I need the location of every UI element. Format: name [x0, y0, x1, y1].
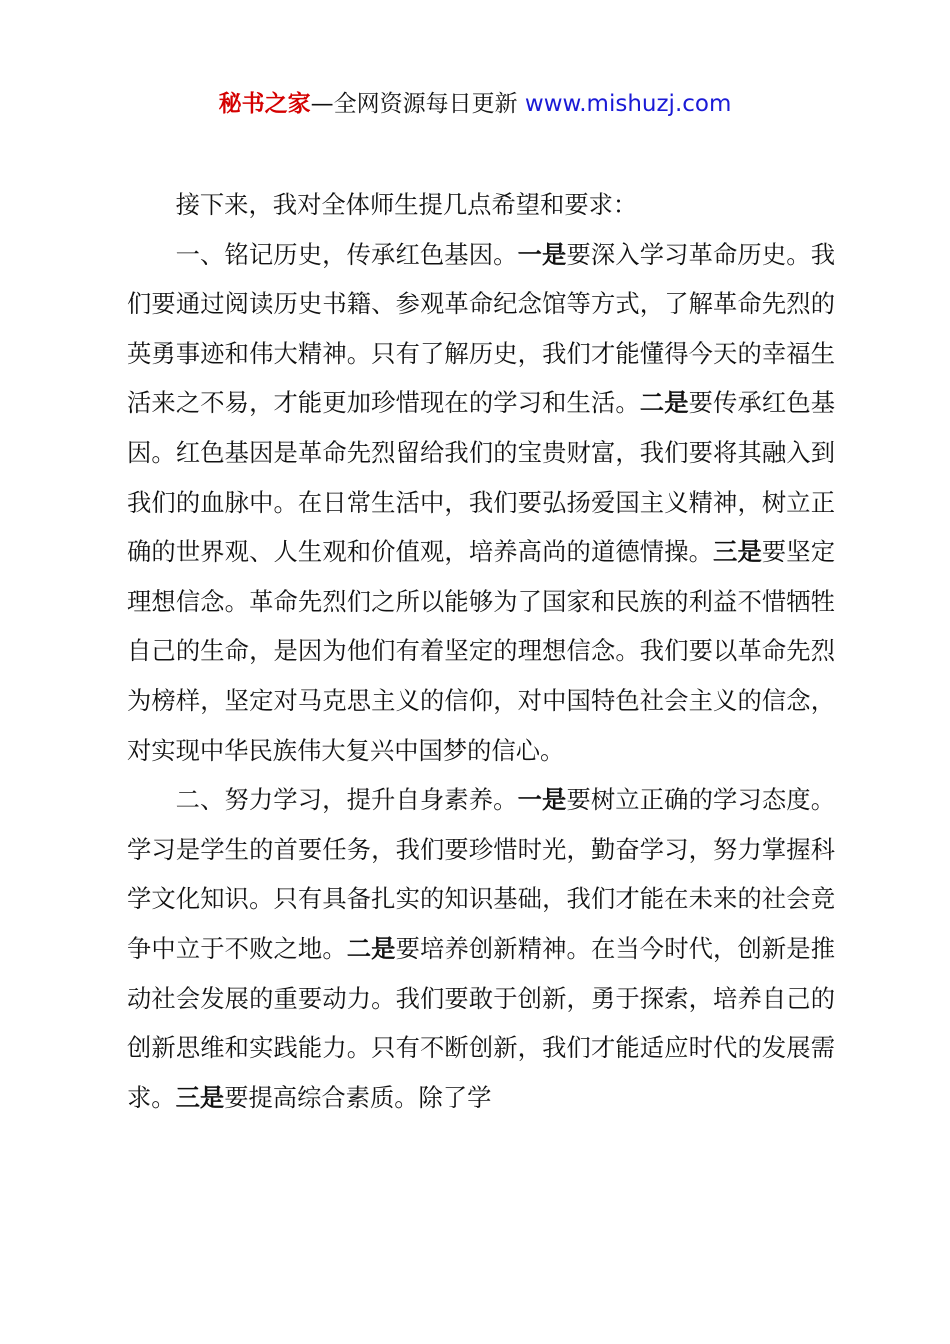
section-2-item-1-text: 要树立正确的学习态度。学习是学生的首要任务，我们要珍惜时光，勤奋学习，努力掌握科学文化知识。只有具备扎实的知识基础，我们才能在未来的社会竞争中立于不败之地。: [127, 785, 836, 963]
section-1-item-3-text: 要坚定理想信念。革命先烈们之所以能够为了国家和民族的利益不惜牺牲自己的生命，是因为他们有着坚定的理想信念。我们要以革命先烈为榜样，坚定对马克思主义的信仰，对中国特色社会主义的信念，对实现中华民族伟大复兴中国梦的信心。: [127, 537, 836, 765]
site-tagline: —全网资源每日更新: [310, 91, 525, 117]
page-header: [0, 88, 950, 120]
section-2-item-3-marker: 三是: [175, 1082, 225, 1112]
document-body: [127, 180, 835, 1122]
section-1-paragraph: [127, 230, 835, 776]
section-2-heading: 二、努力学习，提升自身素养。: [175, 785, 518, 815]
section-1-heading: 一、铭记历史，传承红色基因。: [175, 239, 518, 269]
section-1-item-1-text: 要深入学习革命历史。我们要通过阅读历史书籍、参观革命纪念馆等方式，了解革命先烈的英勇事迹和伟大精神。只有了解历史，我们才能懂得今天的幸福生活来之不易，才能更加珍惜现在的学习和生活。: [127, 239, 836, 418]
section-2-item-1-marker: 一是: [517, 785, 567, 815]
section-2-item-2-marker: 二是: [346, 933, 396, 963]
site-name: 秘书之家: [218, 91, 311, 117]
section-1-item-3-marker: 三是: [713, 537, 762, 567]
section-2-paragraph: [127, 775, 835, 1122]
section-2-item-3-text: 要提高综合素质。除了学: [224, 1082, 492, 1112]
section-1-item-2-text: 要传承红色基因。红色基因是革命先烈留给我们的宝贵财富，我们要将其融入到我们的血脉中。在日常生活中，我们要弘扬爱国主义精神，树立正确的世界观、人生观和价值观，培养高尚的道德情操。: [127, 388, 836, 567]
site-url-link[interactable]: www.mishuzj.com: [524, 91, 732, 117]
section-1-item-1-marker: 一是: [517, 239, 567, 269]
intro-paragraph: 接下来，我对全体师生提几点希望和要求：: [175, 190, 638, 219]
section-1-item-2-marker: 二是: [639, 388, 689, 418]
section-2-item-2-text: 要培养创新精神。在当今时代，创新是推动社会发展的重要动力。我们要敢于创新，勇于探索，培养自己的创新思维和实践能力。只有不断创新，我们才能适应时代的发展需求。: [127, 933, 836, 1112]
